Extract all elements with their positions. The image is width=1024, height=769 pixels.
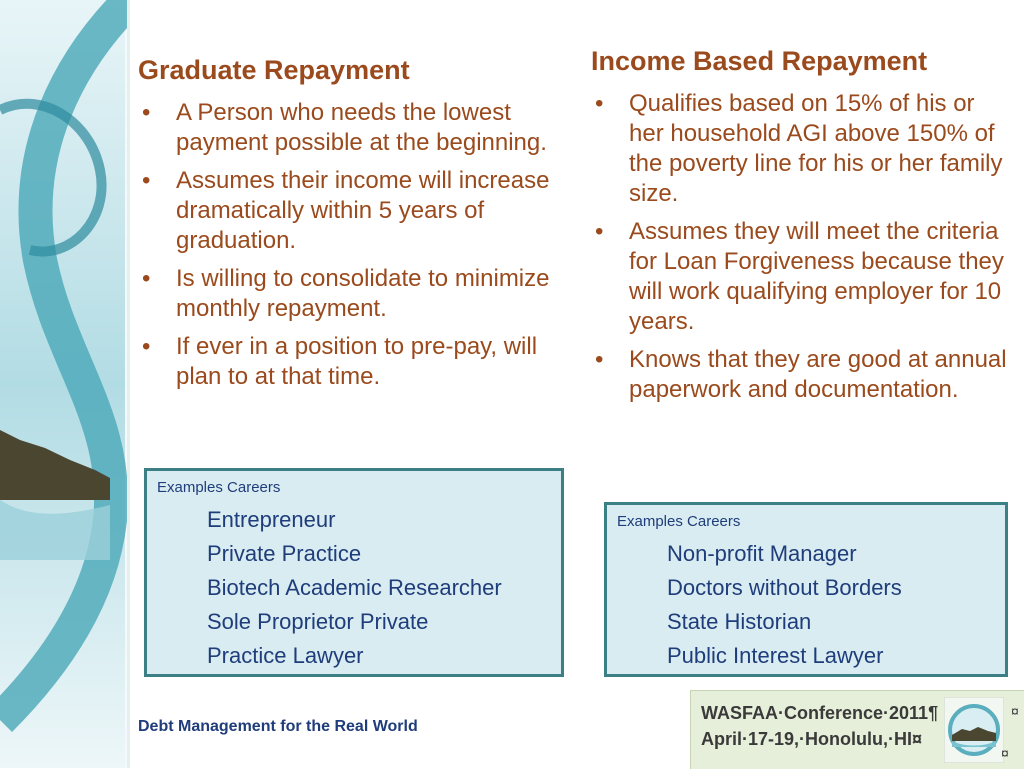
list-item: • If ever in a position to pre-pay, will plan to at that time.: [142, 333, 538, 390]
career-item: Entrepreneur: [207, 507, 336, 532]
careers-list: [667, 537, 902, 673]
career-item: Non-profit Manager: [667, 541, 857, 566]
career-item: Biotech Academic Researcher: [207, 575, 502, 600]
footer-title: Debt Management for the Real World: [138, 718, 418, 735]
career-item: State Historian: [667, 609, 812, 634]
list-item: • Is willing to consolidate to minimize monthly repayment.: [142, 265, 550, 322]
career-item: Practice Lawyer: [207, 643, 364, 668]
graduate-careers-box: [144, 468, 564, 677]
career-item: Sole Proprietor Private: [207, 609, 429, 634]
careers-box-title: Examples Careers: [157, 479, 281, 496]
careers-list: [207, 503, 502, 673]
career-item: Private Practice: [207, 541, 362, 566]
conference-logo-icon: [944, 697, 1004, 763]
career-item: Public Interest Lawyer: [667, 643, 884, 668]
income-based-repayment-heading: Income Based Repayment: [591, 46, 928, 76]
list-item: • A Person who needs the lowest payment possible at the beginning.: [142, 99, 547, 156]
list-item: • Knows that they are good at annual paperwork and documentation.: [595, 346, 1007, 403]
career-item: Doctors without Borders: [667, 575, 902, 600]
careers-box-title: Examples Careers: [617, 513, 741, 530]
conference-name: WASFAA·Conference·2011¶: [701, 703, 939, 723]
income-based-bullets: [591, 89, 1011, 413]
paragraph-mark: ¤: [1001, 745, 1009, 761]
list-item: • Assumes they will meet the criteria for Loan Forgiveness because they will work qualifying employer for 10 years.: [595, 218, 1004, 335]
graduate-repayment-heading: Graduate Repayment: [138, 55, 410, 85]
list-item: • Qualifies based on 15% of his or her household AGI above 150% of the poverty line for his or her family size.: [595, 90, 1003, 207]
conference-banner: [690, 690, 1024, 769]
paragraph-mark: ¤: [1011, 703, 1019, 719]
conference-date-location: April·17-19,·Honolulu,·HI¤: [701, 729, 923, 749]
graduate-repayment-bullets: [138, 98, 563, 400]
list-item: • Assumes their income will increase dramatically within 5 years of graduation.: [142, 167, 550, 254]
income-based-careers-box: [604, 502, 1008, 677]
wave-decoration: [0, 0, 130, 768]
